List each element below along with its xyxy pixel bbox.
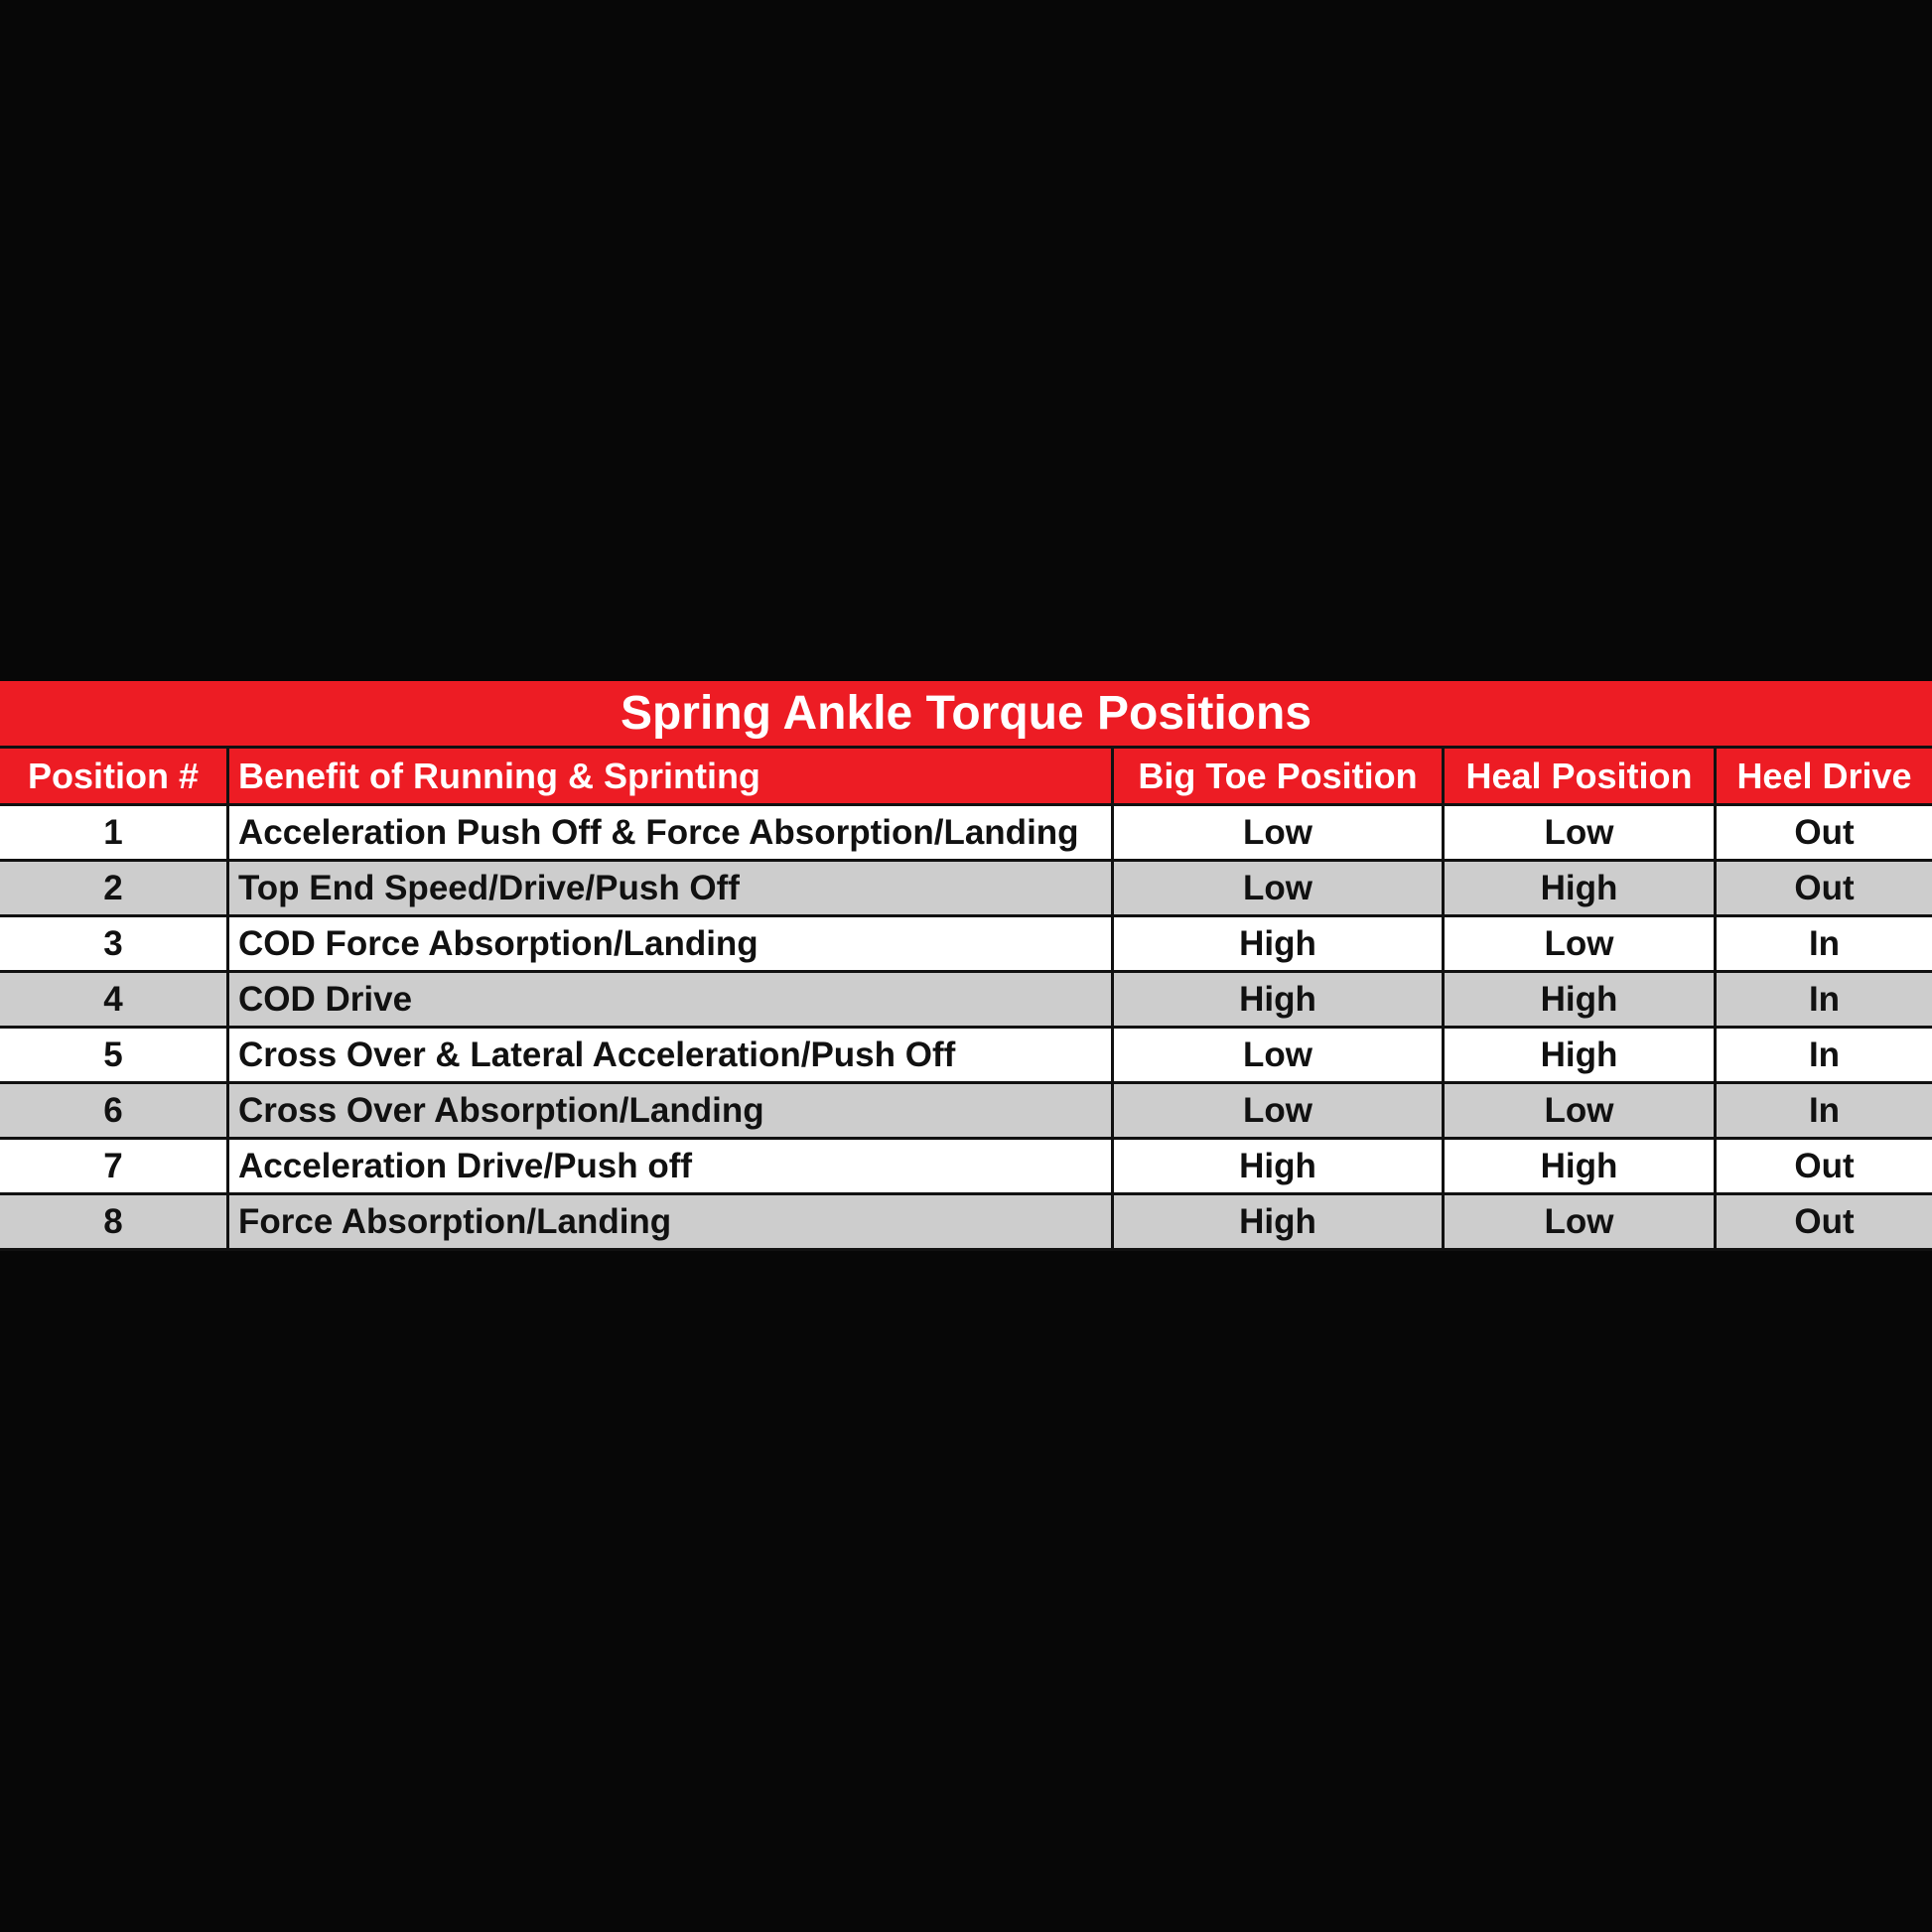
table-row (0, 1029, 1932, 1084)
heal-position-cell: Low (1445, 1195, 1717, 1248)
position-number-cell: 2 (0, 862, 229, 914)
column-header-heel-drive: Heel Drive (1736, 755, 1912, 796)
heel-drive-cell: Out (1794, 812, 1855, 852)
heal-position-cell: High (1445, 862, 1717, 914)
heal-position-cell: Low (1445, 1084, 1717, 1137)
big-toe-position-cell: High (1114, 917, 1445, 970)
torque-positions-table (0, 681, 1932, 1251)
heel-drive-cell: In (1808, 979, 1841, 1019)
table-row (0, 1084, 1932, 1140)
table-row (0, 862, 1932, 917)
benefit-cell: Force Absorption/Landing (229, 1195, 1114, 1248)
benefit-cell: COD Drive (229, 973, 1114, 1026)
heel-drive-cell: In (1808, 1035, 1841, 1074)
column-header-big-toe-position: Big Toe Position (1114, 749, 1445, 803)
heal-position-cell: High (1445, 973, 1717, 1026)
position-number-cell: 5 (0, 1029, 229, 1081)
table-header-row (0, 749, 1932, 806)
table-row (0, 1195, 1932, 1251)
big-toe-position-cell: Low (1114, 1029, 1445, 1081)
column-header-heal-position: Heal Position (1445, 749, 1717, 803)
heel-drive-cell: Out (1794, 1146, 1855, 1185)
benefit-cell: COD Force Absorption/Landing (229, 917, 1114, 970)
table-title: Spring Ankle Torque Positions (0, 681, 1932, 749)
benefit-cell: Cross Over & Lateral Acceleration/Push Off (229, 1029, 1114, 1081)
position-number-cell: 6 (0, 1084, 229, 1137)
column-header-benefit: Benefit of Running & Sprinting (229, 749, 1114, 803)
benefit-cell: Acceleration Push Off & Force Absorption/Landing (229, 806, 1114, 859)
table-row (0, 973, 1932, 1029)
position-number-cell: 7 (0, 1140, 229, 1192)
position-number-cell: 8 (0, 1195, 229, 1248)
column-header-position: Position # (0, 749, 229, 803)
heal-position-cell: Low (1445, 806, 1717, 859)
position-number-cell: 4 (0, 973, 229, 1026)
heal-position-cell: High (1445, 1140, 1717, 1192)
heal-position-cell: High (1445, 1029, 1717, 1081)
table-row (0, 917, 1932, 973)
big-toe-position-cell: Low (1114, 806, 1445, 859)
big-toe-position-cell: High (1114, 1195, 1445, 1248)
position-number-cell: 3 (0, 917, 229, 970)
big-toe-position-cell: Low (1114, 862, 1445, 914)
table-row (0, 1140, 1932, 1195)
heel-drive-cell: Out (1794, 868, 1855, 907)
big-toe-position-cell: High (1114, 1140, 1445, 1192)
table-row (0, 806, 1932, 862)
benefit-cell: Acceleration Drive/Push off (229, 1140, 1114, 1192)
heel-drive-cell: Out (1794, 1201, 1855, 1241)
big-toe-position-cell: High (1114, 973, 1445, 1026)
benefit-cell: Cross Over Absorption/Landing (229, 1084, 1114, 1137)
heal-position-cell: Low (1445, 917, 1717, 970)
big-toe-position-cell: Low (1114, 1084, 1445, 1137)
position-number-cell: 1 (0, 806, 229, 859)
heel-drive-cell: In (1808, 923, 1841, 963)
heel-drive-cell: In (1808, 1090, 1841, 1130)
benefit-cell: Top End Speed/Drive/Push Off (229, 862, 1114, 914)
